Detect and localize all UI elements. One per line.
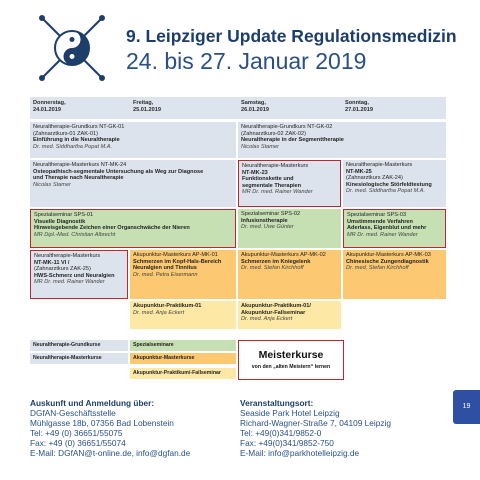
contact-fax: Fax: +49 (0) 36651/55074 <box>30 438 126 448</box>
day-friday: Freitag, 25.01.2019 <box>133 100 161 113</box>
course-ap-mk-01[interactable]: Akupunktur-Masterkurs AP-MK-01 Schmerzen im Kopf-Hals-Bereich Neuralgien und Tinnitus Dr. med. Petra Eisermann <box>130 250 236 299</box>
legend-nt-masterkurse: Neuraltherapie-Masterkurse <box>30 353 128 364</box>
venue-name: Seaside Park Hotel Leipzig <box>240 408 340 418</box>
contact-registration <box>30 398 190 458</box>
legend-ak-praktikum: Akupunktur-Praktikum/-Fallseminar <box>130 368 236 379</box>
day-sunday: Sonntag, 27.01.2019 <box>345 100 373 113</box>
contact-phone: Tel: +49 (0) 36651/55075 <box>30 428 123 438</box>
legend-ak-masterkurse: Akupunktur-Masterkurse <box>130 353 236 364</box>
course-ap-praktikum-01[interactable]: Akupunktur-Praktikum-01 Dr. med. Anja Eckert <box>130 301 236 329</box>
course-sps-03[interactable]: Spezialseminar SPS-03 Umstimmende Verfahren Aderlass, Eigenblut und mehr MR Dr. med. Rainer Wander <box>343 209 446 248</box>
day-saturday: Samstag, 26.01.2019 <box>241 100 269 113</box>
contact-venue <box>240 398 391 458</box>
page-title: 9. Leipziger Update Regulationsmedizin <box>126 26 457 46</box>
legend-spezialseminare: Spezialseminare <box>130 340 236 351</box>
course-nt-gk-01[interactable]: Neuraltherapie-Grundkurs NT-GK-01 (Zahnarztkurs-01 ZAK-01) Einführung in die Neuraltherapie Dr. med. Siddhartha Popat M.A. <box>30 122 236 158</box>
contact-venue-heading: Veranstaltungsort: <box>240 398 314 408</box>
dgfan-logo-icon <box>36 12 108 84</box>
meisterkurse-title: Meisterkurse <box>258 349 324 361</box>
course-ap-mk-03[interactable]: Akupunktur-Masterkurs AP-MK-03 Chinesische Zungendiagnostik Dr. med. Stefan Kirchhoff <box>343 250 446 299</box>
course-nt-mk-23[interactable]: Neuraltherapie-Masterkurs NT-MK-23 Funktionskette und segmentale Therapien MR Dr. med. Rainer Wander <box>238 160 341 207</box>
course-nt-gk-02[interactable]: Neuraltherapie-Grundkurs NT-GK-02 (Zahnarztkurs-02 ZAK-02) Neuraltherapie in der Segmenttherapie Nicolas Stamer <box>238 122 446 158</box>
course-ap-praktikum-fallseminar[interactable]: Akupunktur-Praktikum-01/ Akupunktur-Fallseminar Dr. med. Anja Eckert <box>238 301 341 329</box>
page-subtitle: 24. bis 27. Januar 2019 <box>126 48 367 74</box>
venue-phone: Tel: +49(0)341/9852-0 <box>240 428 322 438</box>
meisterkurse-box <box>238 340 344 380</box>
contact-line: DGfAN-Geschäftsstelle <box>30 408 116 418</box>
legend-nt-grundkurse: Neuraltherapie-Grundkurse <box>30 340 128 351</box>
contact-registration-heading: Auskunft und Anmeldung über: <box>30 398 155 408</box>
contact-line: Mühlgasse 18b, 07356 Bad Lobenstein <box>30 418 174 428</box>
course-ap-mk-02[interactable]: Akupunktur-Masterkurs AP-MK-02 Schmerzen im Kniegelenk Dr. med. Stefan Kirchhoff <box>238 250 341 299</box>
meisterkurse-subtitle: von den „alten Meistern“ lernen <box>251 364 331 370</box>
course-sps-01[interactable]: Spezialseminar SPS-01 Visuelle Diagnostik Hinweisgebende Zeichen einer Organschwäche der Nieren MR Dipl.-Med. Christian Albrecht <box>30 209 236 248</box>
venue-address: Richard-Wagner-Straße 7, 04109 Leipzig <box>240 418 391 428</box>
page-number-tab: 19 <box>453 390 480 424</box>
course-sps-02[interactable]: Spezialseminar SPS-02 Infusionstherapie Dr. med. Uwe Günter <box>238 209 341 248</box>
venue-email[interactable]: E-Mail: info@parkhotelleipzig.de <box>240 448 360 458</box>
course-nt-mk-11[interactable]: Neuraltherapie-Masterkurs NT-MK-11 VI / (Zahnarztkurs ZAK-25) HWS-Schmerz und Neuralgien MR Dr. med. Rainer Wander <box>30 250 128 299</box>
venue-fax: Fax: +49(0)341/9852-750 <box>240 438 334 448</box>
course-nt-mk-24[interactable]: Neuraltherapie-Masterkurs NT-MK-24 Osteopathisch-segmentale Untersuchung als Weg zur Diagnose und Therapie nach Neuraltherapie Nicolas Stamer <box>30 160 236 207</box>
contact-email[interactable]: E-Mail: DGfAN@t-online.de, info@dgfan.de <box>30 448 191 458</box>
day-thursday: Donnerstag, 24.01.2019 <box>33 100 66 113</box>
course-nt-mk-25[interactable]: Neuraltherapie-Masterkurs NT-MK-25 (Zahnarztkurs ZAK-24) Kinesiologische Störfeldtestung Dr. med. Siddhartha Popat M.A. <box>343 160 446 207</box>
